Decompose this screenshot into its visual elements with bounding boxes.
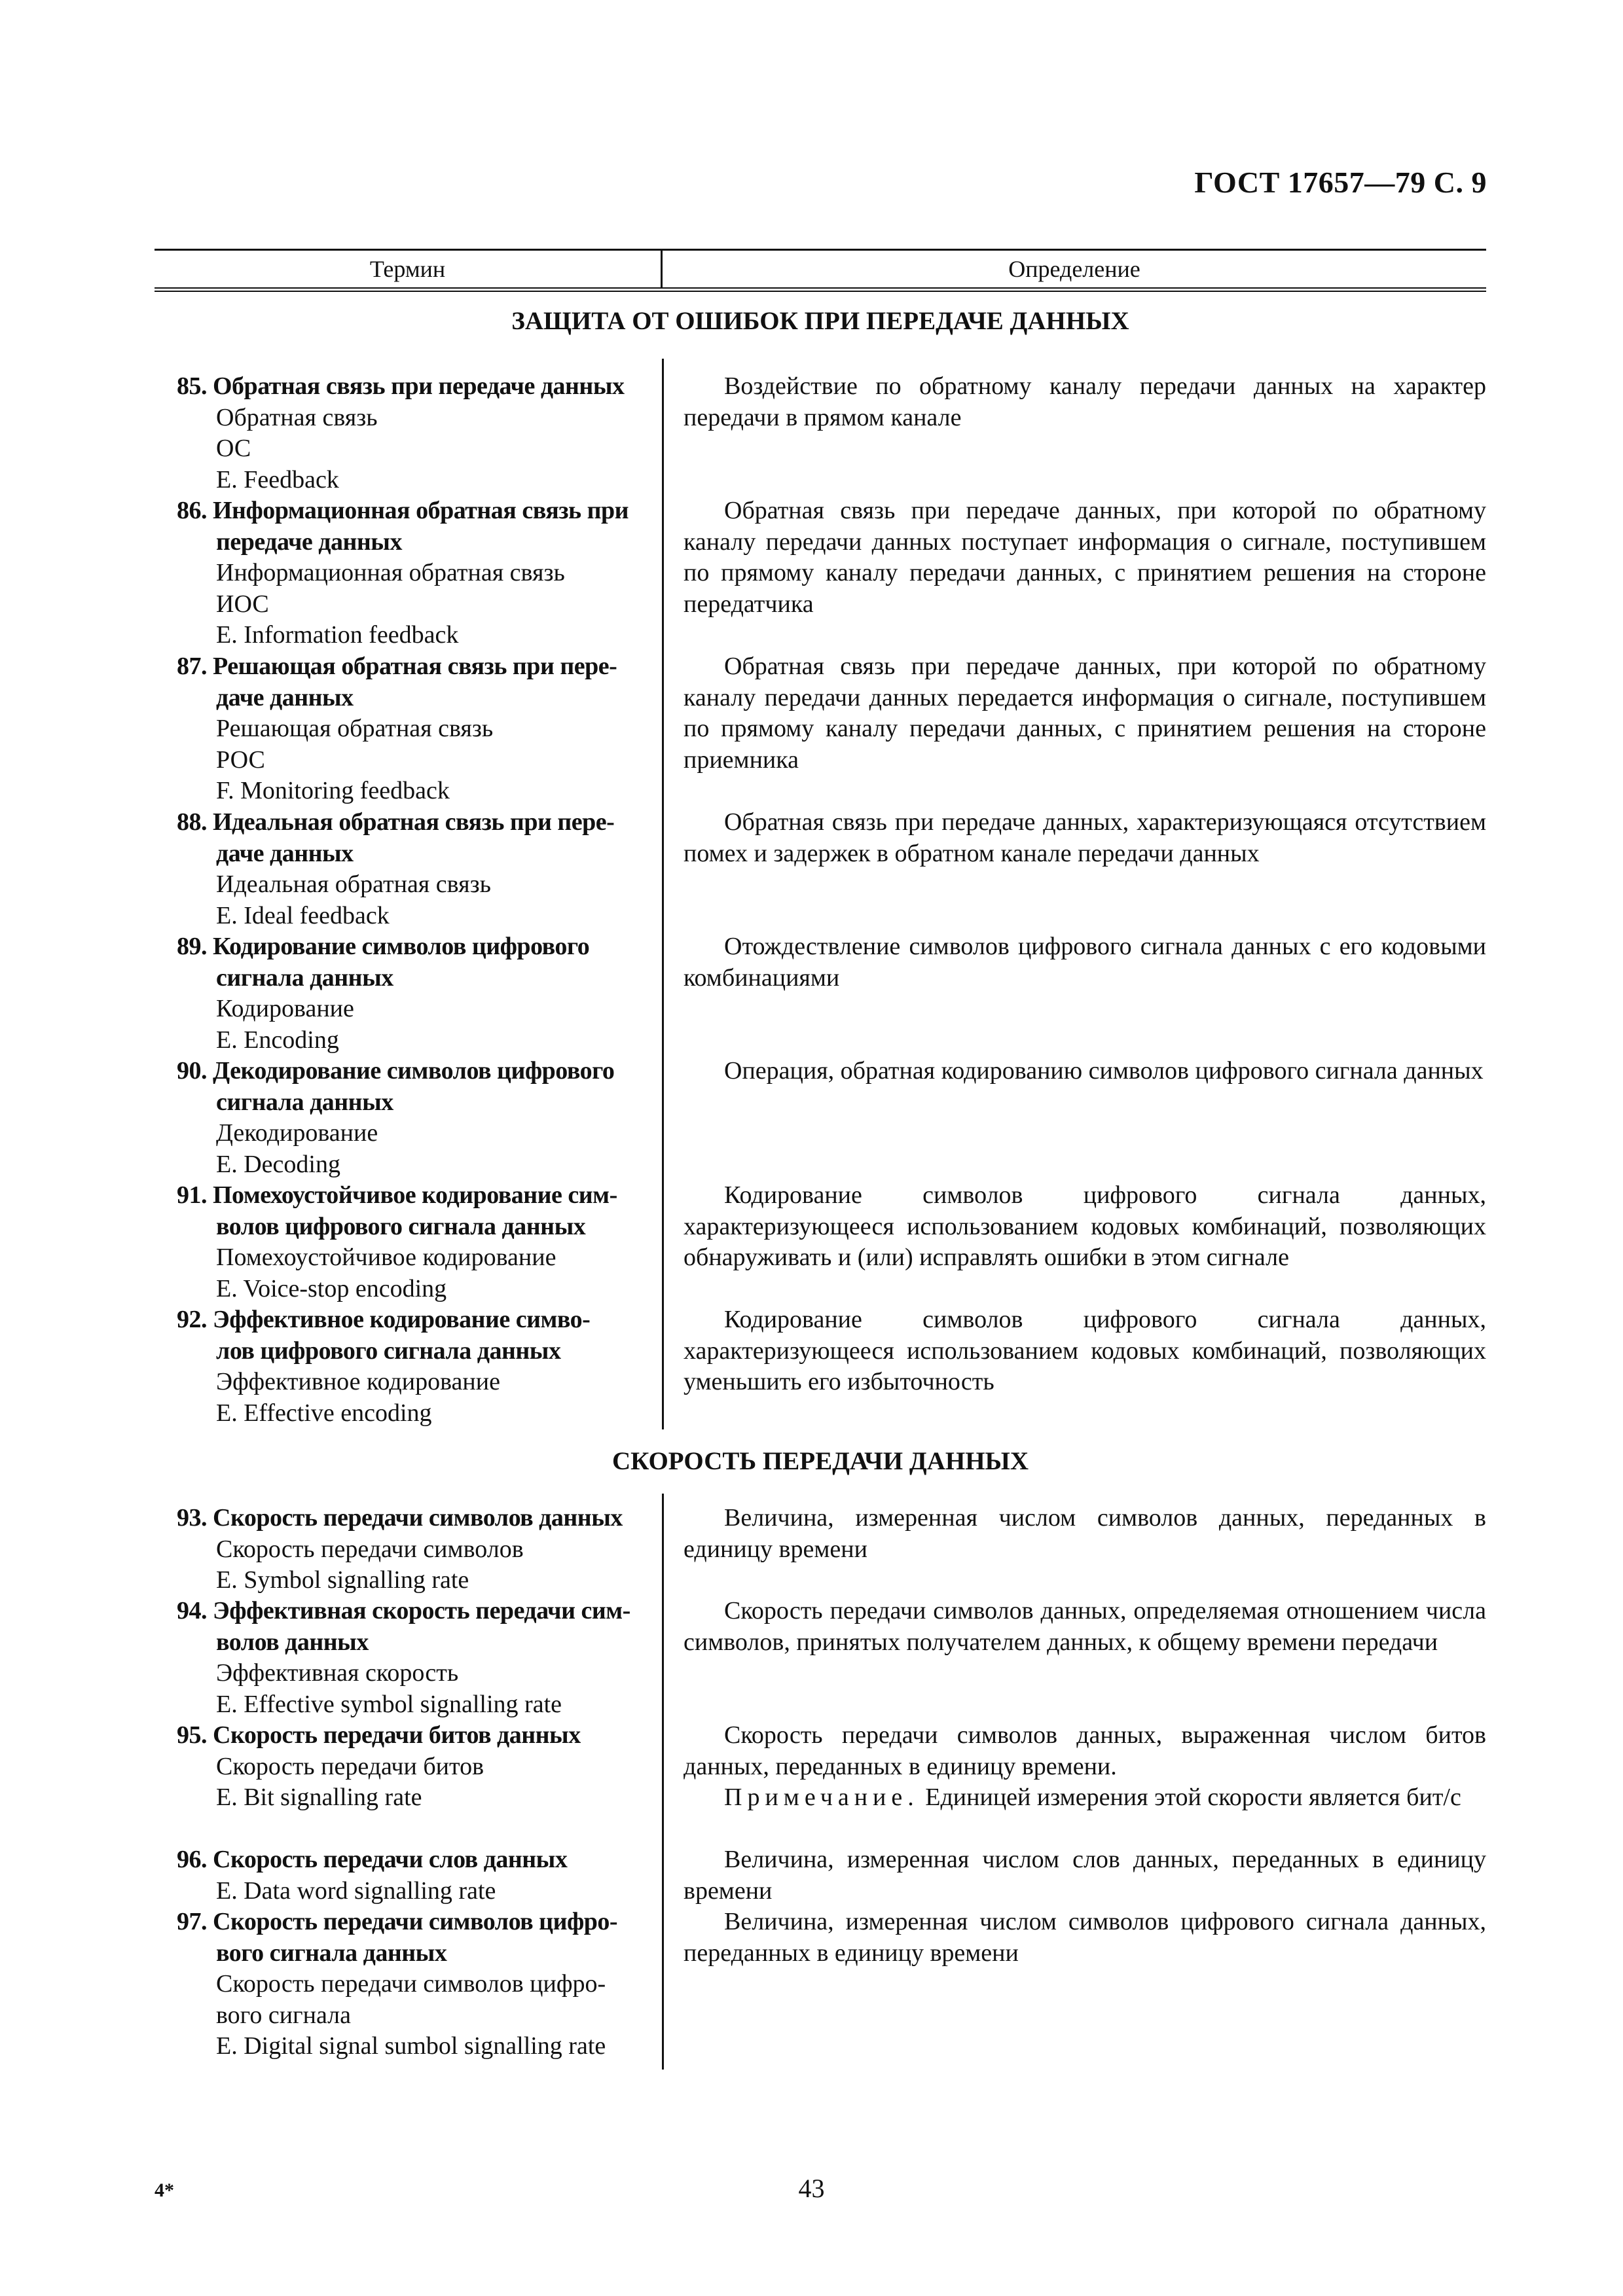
term-column [177,1720,648,1814]
term-title-line: 95. Скорость передачи битов данных [177,1721,581,1749]
term-title-line: сигнала данных [216,963,393,992]
column-divider [662,359,664,1429]
definition-column [684,807,1486,869]
definition-text: Воздействие по обратному каналу передачи данных на характер передачи в прямом канале [684,372,1486,431]
term-title-line: волов цифрового сигнала данных [216,1212,586,1240]
term-synonym-line: Идеальная обратная связь [216,870,491,898]
term-title-line: 87. Решающая обратная связь при пере- [177,653,617,680]
definition-text: Обратная связь при передаче данных, при которой по обратному каналу передачи данных поступает информация о сигнале, поступившем по прямому каналу передачи данных, с принятием решения на стороне передатчика [684,497,1486,618]
definition-note [684,1782,1486,1814]
section-title-transfer-rate: СКОРОСТЬ ПЕРЕДАЧИ ДАННЫХ [611,1447,1029,1475]
definition-column [684,1907,1486,1969]
definition-text: Скорость передачи символов данных, определяемая отношением числа символов, принятых получателем данных, к общему времени передачи [684,1597,1486,1656]
note-label: Примечание. [724,1784,919,1811]
term-title-line: 88. Идеальная обратная связь при пере- [177,808,615,836]
term-title-line: передаче данных [216,528,402,556]
footer-mark: 4* [155,2179,174,2201]
definition-column [684,1304,1486,1398]
definition-column [684,651,1486,776]
definition-text: Обратная связь при передаче данных, при которой по обратному каналу передачи данных передается информация о сигнале, поступившем по прямому каналу передачи данных, с принятием решения на стороне приемника [684,653,1486,774]
term-title-line: 92. Эффективное кодирование симво- [177,1306,591,1333]
term-title-line: 91. Помехоустойчивое кодирование сим- [177,1181,617,1209]
term-synonym-line: E. Feedback [216,465,339,493]
term-synonym-line: Скорость передачи символов [216,1535,524,1563]
term-synonym-line: E. Ideal feedback [216,901,390,929]
term-title-line: 86. Информационная обратная связь при [177,497,629,524]
term-title-line: 97. Скорость передачи символов цифро- [177,1908,618,1935]
definition-text: Операция, обратная кодированию символов цифрового сигнала данных [724,1057,1484,1085]
term-column [177,1180,648,1304]
term-synonym-line: Эффективная скорость [216,1659,459,1687]
term-title-line: 96. Скорость передачи слов данных [177,1846,568,1873]
definition-text: Обратная связь при передаче данных, характеризующаяся отсутствием помех и задержек в обратном канале передачи данных [684,808,1486,867]
note-text: Единицей измерения этой скорости является бит/с [925,1784,1461,1811]
term-title-line: сигнала данных [216,1088,393,1116]
definition-text: Скорость передачи символов данных, выраженная числом битов данных, переданных в единицу времени. [684,1721,1486,1780]
term-synonym-line: E. Effective symbol signalling rate [216,1690,562,1718]
term-column [177,1503,648,1596]
definition-column [684,1720,1486,1814]
term-synonym-line: Скорость передачи символов цифро- [216,1970,606,1998]
term-synonym-line: Обратная связь [216,403,378,431]
term-synonym-line: Помехоустойчивое кодирование [216,1244,556,1271]
definition-column [684,1180,1486,1274]
term-synonym-line: вого сигнала [216,2001,351,2029]
term-column [177,807,648,931]
term-synonym-line: Скорость передачи битов [216,1752,484,1780]
term-synonym-line: E. Voice-stop encoding [216,1274,447,1302]
term-synonym-line: ОС [216,435,251,462]
definition-column [684,1056,1486,1087]
column-header-definition: Определение [1008,256,1140,282]
definition-text: Кодирование символов цифрового сигнала данных, характеризующееся использованием кодовых комбинаций, позволяющих уменьшить его избыточность [684,1306,1486,1395]
term-column [177,1907,648,2062]
term-title-line: лов цифрового сигнала данных [216,1336,561,1365]
definition-text: Величина, измеренная числом слов данных, переданных в единицу времени [684,1846,1486,1905]
term-synonym-line: F. Monitoring feedback [216,777,450,804]
term-synonym-line: ИОС [216,590,269,618]
term-synonym-line: E. Digital signal sumbol signalling rate [216,2032,606,2060]
term-title-line: даче данных [216,839,354,867]
definition-text: Величина, измеренная числом символов цифрового сигнала данных, переданных в единицу времени [684,1908,1486,1967]
definition-column [684,1844,1486,1907]
term-column [177,1056,648,1180]
term-column [177,495,648,651]
term-title-line: 94. Эффективная скорость передачи сим- [177,1597,630,1624]
term-synonym-line: E. Data word signalling rate [216,1876,496,1905]
term-title-line: 93. Скорость передачи символов данных [177,1504,623,1532]
definition-column [684,371,1486,433]
table-header [155,249,1486,292]
definition-text: Кодирование символов цифрового сигнала данных, характеризующееся использованием кодовых комбинаций, позволяющих обнаруживать и (или) исправлять ошибки в этом сигнале [684,1181,1486,1271]
term-title-line: 85. Обратная связь при передаче данных [177,372,625,400]
definition-column [684,1596,1486,1658]
document-header: ГОСТ 17657—79 С. 9 [1194,166,1487,199]
definition-text: Отождествление символов цифрового сигнала данных с его кодовыми комбинациями [684,933,1486,992]
term-column [177,1304,648,1429]
term-column [177,1844,648,1907]
term-synonym-line: E. Bit signalling rate [216,1784,422,1811]
definition-column [684,495,1486,620]
term-synonym-line: E. Effective encoding [216,1399,432,1427]
term-title-line: 89. Кодирование символов цифрового [177,933,590,960]
page-number: 43 [798,2174,825,2203]
term-title-line: волов данных [216,1628,369,1656]
term-synonym-line: Решающая обратная связь [216,715,494,742]
term-synonym-line: Информационная обратная связь [216,559,565,586]
term-synonym-line: Декодирование [216,1119,378,1147]
section-title-error-protection: ЗАЩИТА ОТ ОШИБОК ПРИ ПЕРЕДАЧЕ ДАННЫХ [511,307,1129,335]
column-header-term: Термин [155,251,663,287]
term-column [177,1596,648,1720]
term-title-line: даче данных [216,683,354,711]
term-column [177,651,648,807]
column-divider [662,1494,664,2070]
term-synonym-line: Эффективное кодирование [216,1368,500,1395]
term-synonym-line: РОС [216,745,265,774]
term-synonym-line: E. Information feedback [216,621,459,649]
term-synonym-line: E. Decoding [216,1150,340,1178]
term-title-line: 90. Декодирование символов цифрового [177,1057,615,1085]
term-synonym-line: E. Encoding [216,1026,339,1054]
term-column [177,931,648,1056]
term-title-line: вого сигнала данных [216,1939,447,1967]
term-column [177,371,648,495]
term-synonym-line: Кодирование [216,995,354,1022]
definition-column [684,931,1486,994]
term-synonym-line: E. Symbol signalling rate [216,1566,469,1594]
definition-column [684,1503,1486,1565]
definition-text: Величина, измеренная числом символов данных, переданных в единицу времени [684,1504,1486,1563]
